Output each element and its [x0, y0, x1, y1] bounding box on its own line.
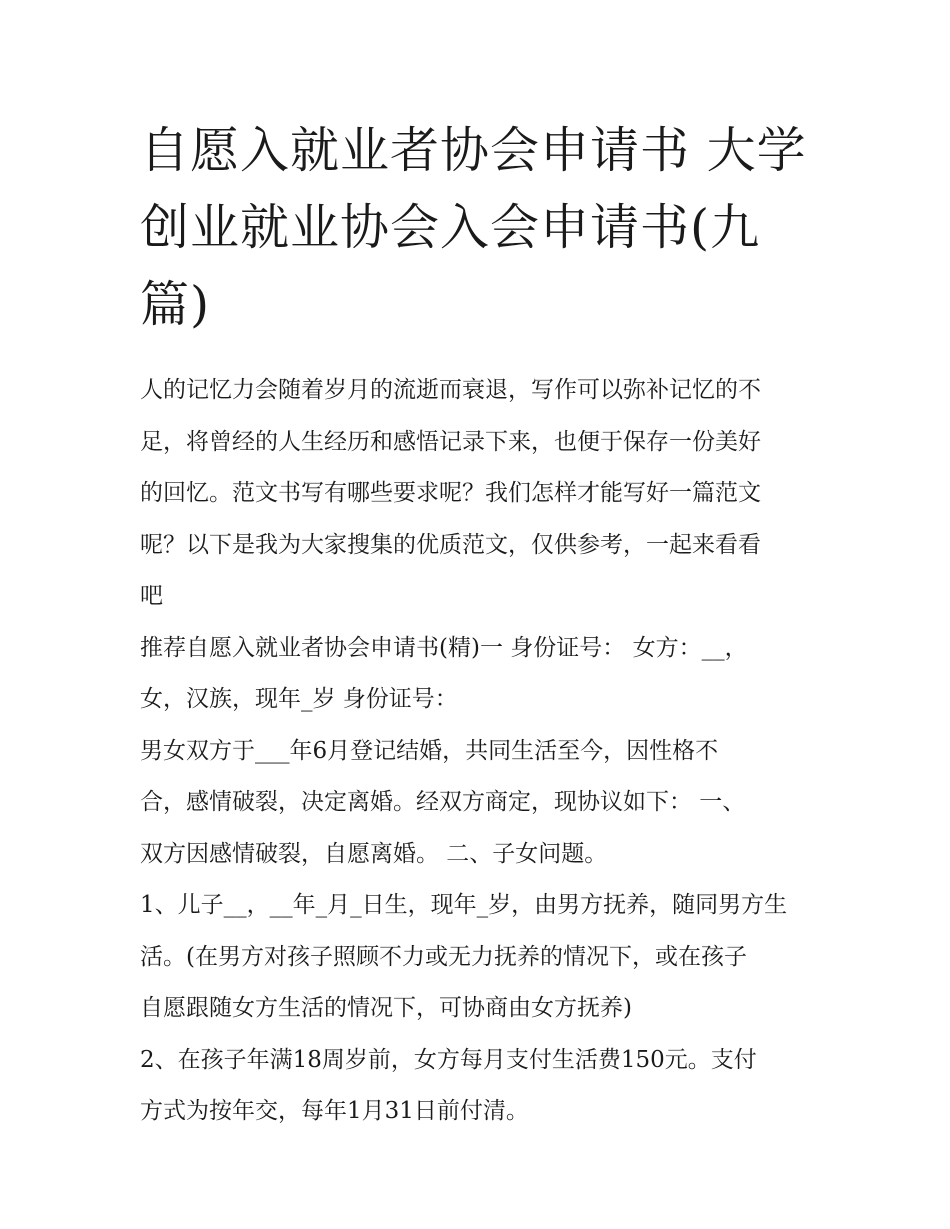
document-body [140, 365, 820, 1138]
title-line: 创业就业协会入会申请书(九 [140, 199, 761, 256]
text-line: 人的记忆力会随着岁月的流逝而衰退，写作可以弥补记忆的不 [140, 377, 761, 403]
text-line: 的回忆。范文书写有哪些要求呢？我们怎样才能写好一篇范文 [140, 480, 761, 506]
document-title [140, 112, 820, 343]
document-page [140, 112, 820, 1138]
text-line: 2、在孩子年满18周岁前，女方每月支付生活费150元。支付 [140, 1046, 757, 1073]
title-line: 篇) [140, 276, 211, 333]
agreement-paragraph [140, 726, 820, 881]
intro-paragraph [140, 365, 820, 623]
child-support-paragraph [140, 1035, 820, 1138]
text-line: 女，汉族，现年_岁 身份证号： [140, 686, 458, 712]
text-line: 男女双方于___年6月登记结婚，共同生活至今，因性格不 [140, 737, 719, 764]
identity-paragraph [140, 623, 820, 726]
text-line: 呢？以下是我为大家搜集的优质范文，仅供参考，一起来看看 [140, 531, 761, 558]
text-line: 活。(在男方对孩子照顾不力或无力抚养的情况下，或在孩子 [140, 943, 747, 970]
title-line: 自愿入就业者协会申请书 大学 [140, 122, 807, 179]
text-line: 双方因感情破裂，自愿离婚。 二、子女问题。 [140, 840, 608, 867]
text-line: 合，感情破裂，决定离婚。经双方商定，现协议如下： 一、 [140, 789, 746, 815]
text-line: 自愿跟随女方生活的情况下，可协商由女方抚养) [140, 995, 632, 1021]
text-line: 足，将曾经的人生经历和感悟记录下来，也便于保存一份美好 [140, 428, 761, 455]
child-custody-paragraph [140, 880, 820, 1035]
text-line: 1、儿子__，__年_月_日生，现年_岁，由男方抚养，随同男方生 [140, 892, 788, 918]
text-line: 方式为按年交，每年1月31日前付清。 [140, 1098, 529, 1124]
text-line: 推荐自愿入就业者协会申请书(精)一 身份证号： 女方：__， [140, 634, 748, 661]
text-line: 吧 [140, 583, 163, 609]
